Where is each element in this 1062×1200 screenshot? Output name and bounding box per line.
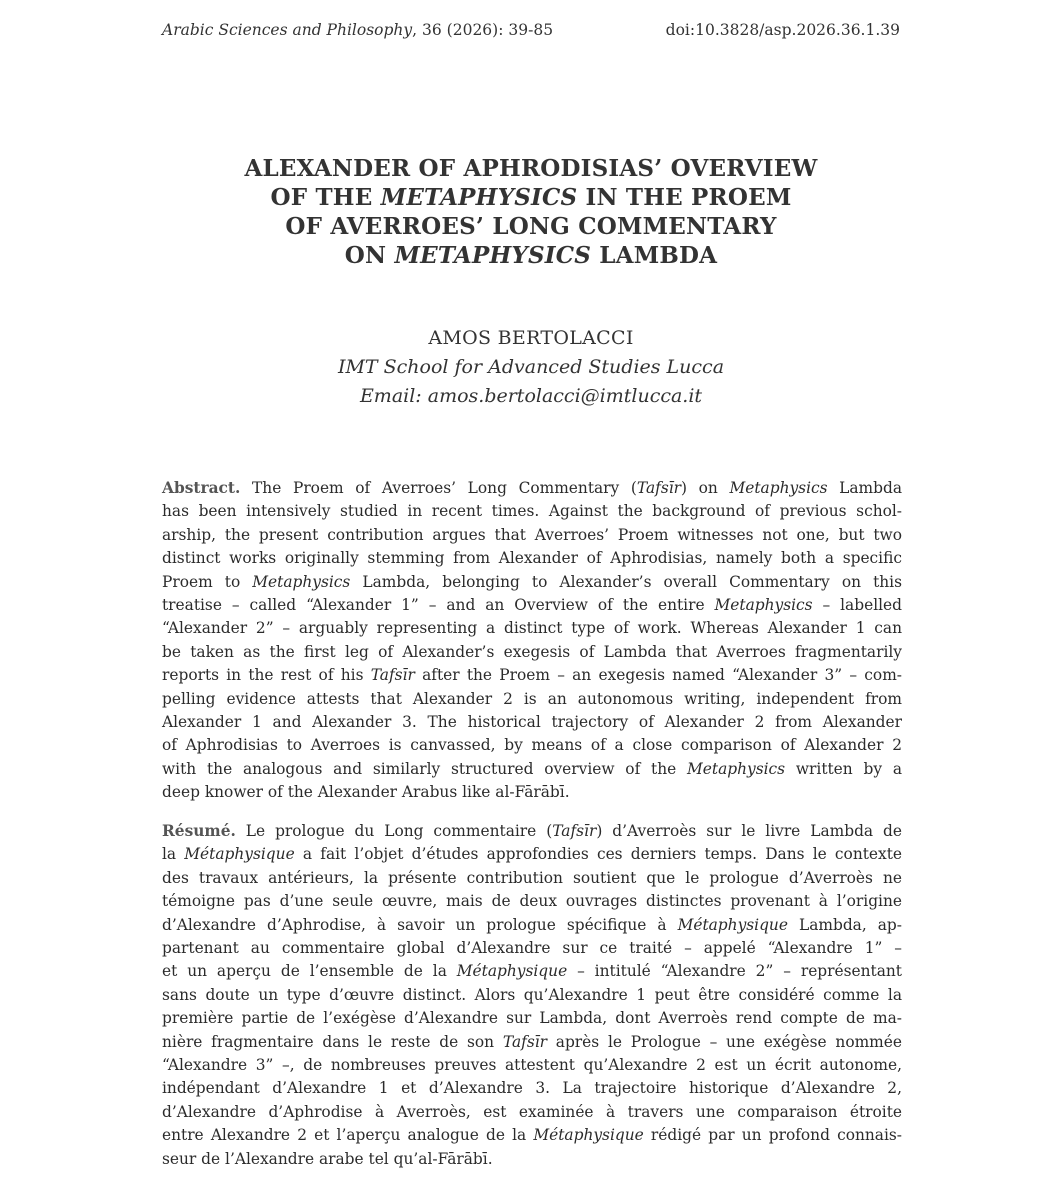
text-run: of Aphrodisias to Averroes is canvassed, by means of a close comparison of Alexander 2 [162,736,902,755]
text-run: pelling evidence attests that Alexander 2 is an autonomous writing, independent from [162,689,902,708]
resume-line [162,1124,902,1147]
text-run: after the Proem – an exegesis named “Alexander 3” – com- [414,666,902,685]
text-run: après le Prologue – une exégèse nommée [547,1032,902,1051]
volume-pages: , 36 (2026): 39-85 [412,21,554,39]
resume-label: Résumé. [162,822,236,840]
italic-term: Metaphysics [687,759,786,778]
resume-line [162,1077,902,1100]
resume-line [162,867,902,890]
author-name: AMOS BERTOLACCI [428,327,634,349]
journal-citation [162,18,553,42]
text-run: a fait l’objet d’études approfondies ces derniers temps. Dans le contexte [294,845,902,864]
abstract-line [162,477,902,500]
abstract-line [162,500,902,523]
text-run: ) d’Averroès sur le livre Lambda de [596,822,902,840]
journal-name: Arabic Sciences and Philosophy [162,21,413,39]
text-run: treatise – called “Alexander 1” – and an Overview of the entire [162,596,715,615]
author-email[interactable]: Email: amos.bertolacci@imtlucca.it [359,385,703,407]
title-text: IN THE PROEM [577,184,792,211]
italic-term: Tafsīr [552,822,597,840]
italic-term: Métaphysique [456,962,568,981]
text-run: reports in the rest of his [162,666,371,685]
text-run: deep knower of the Alexander Arabus like al-Fārābī. [162,783,570,802]
text-run: distinct works originally stemming from Alexander of Aphrodisias, namely both a specific [162,549,902,568]
abstract-line [162,524,902,547]
abstract [162,477,902,805]
italic-term: Metaphysics [714,596,813,615]
abstract-label: Abstract. [162,479,241,497]
text-run: seur de l’Alexandre arabe tel qu’al-Fārābī. [162,1149,493,1168]
abstract-line [162,617,902,640]
text-run: des travaux antérieurs, la présente contribution soutient que le prologue d’Averroès ne [162,868,902,887]
resume-line [162,820,902,843]
italic-term: Métaphysique [533,1126,644,1145]
abstract-line [162,758,902,781]
text-run: Alexander 1 and Alexander 3. The historical trajectory of Alexander 2 from Alexander [162,713,902,732]
text-run: Lambda, ap- [787,915,902,934]
text-run: indépendant d’Alexandre 1 et d’Alexandre 3. La trajectoire historique d’Alexandre 2, [162,1079,902,1098]
running-header [162,18,900,42]
text-run: “Alexander 2” – arguably representing a distinct type of work. Whereas Alexander 1 can [162,619,902,638]
title-line-1: ALEXANDER OF APHRODISIAS’ OVERVIEW [244,155,818,182]
title-text: OF THE [270,184,381,211]
text-run: rédigé par un profond connais- [643,1126,902,1145]
text-run: “Alexandre 3” –, de nombreuses preuves attestent qu’Alexandre 2 est un écrit autonome, [162,1056,902,1075]
italic-term: Metaphysics [729,479,828,497]
resume-line [162,937,902,960]
text-run: entre Alexandre 2 et l’aperçu analogue de la [162,1126,534,1145]
author-block [0,324,1062,411]
abstract-line [162,664,902,687]
text-run: d’Alexandre d’Aphrodise, à savoir un prologue spécifique à [162,915,678,934]
text-run: Lambda, belonging to Alexander’s overall Commentary on this [350,572,902,591]
text-run: première partie de l’exégèse d’Alexandre sur Lambda, dont Averroès rend compte de ma- [162,1009,902,1028]
text-run: with the analogous and similarly structured overview of the [162,759,688,778]
text-run: – intitulé “Alexandre 2” – représentant [567,962,902,981]
resume-line [162,984,902,1007]
title-italic: METAPHYSICS [380,184,578,211]
abstract-line [162,711,902,734]
author-affiliation: IMT School for Advanced Studies Lucca [337,356,725,378]
text-run: sans doute un type d’œuvre distinct. Alors qu’Alexandre 1 peut être considéré comme la [162,985,902,1004]
italic-term: Tafsīr [636,479,682,497]
text-run: ) on [681,479,730,497]
text-run: has been intensively studied in recent times. Against the background of previous schol- [162,502,902,521]
title-text: ON [344,242,395,269]
article-title [150,154,912,270]
resume-line [162,914,902,937]
title-line-4 [150,241,912,270]
abstract-line [162,547,902,570]
resume-line [162,1101,902,1124]
resume-line [162,1054,902,1077]
italic-term: Métaphysique [677,915,788,934]
title-italic: METAPHYSICS [394,242,592,269]
title-line-2 [150,183,912,212]
resume-line [162,960,902,983]
text-run: et un aperçu de l’ensemble de la [162,962,457,981]
title-line-3: OF AVERROES’ LONG COMMENTARY [285,213,777,240]
title-text: LAMBDA [591,242,718,269]
italic-term: Tafsīr [502,1032,547,1051]
abstract-line [162,641,902,664]
abstract-line [162,594,902,617]
text-run: The Proem of Averroes’ Long Commentary ( [240,479,637,497]
text-run: written by a [785,759,902,778]
italic-term: Tafsīr [370,666,415,685]
abstract-line [162,781,902,804]
abstract-line [162,734,902,757]
resume-line [162,1007,902,1030]
text-run: arship, the present contribution argues that Averroes’ Proem witnesses not one, but two [162,525,902,544]
text-run: Le prologue du Long commentaire ( [235,822,553,840]
text-run: be taken as the first leg of Alexander’s exegesis of Lambda that Averroes fragmentarily [162,642,902,661]
resume-line [162,1148,902,1171]
italic-term: Métaphysique [184,845,295,864]
text-run: Proem to [162,572,253,591]
text-run: la [162,845,185,864]
text-run: d’Alexandre d’Aphrodise à Averroès, est examinée à travers une comparaison étroite [162,1102,902,1121]
text-run: partenant au commentaire global d’Alexandre sur ce traité – appelé “Alexandre 1” – [162,939,902,958]
text-run: – labelled [812,596,902,615]
resume-line [162,890,902,913]
abstract-line [162,688,902,711]
doi: doi:10.3828/asp.2026.36.1.39 [665,21,900,39]
italic-term: Metaphysics [252,572,351,591]
abstract-line [162,571,902,594]
text-run: Lambda [827,479,903,497]
resume-line [162,1031,902,1054]
text-run: témoigne pas d’une seule œuvre, mais de deux ouvrages distinctes provenant à l’origine [162,892,902,911]
resume-line [162,843,902,866]
resume [162,820,902,1171]
text-run: nière fragmentaire dans le reste de son [162,1032,503,1051]
